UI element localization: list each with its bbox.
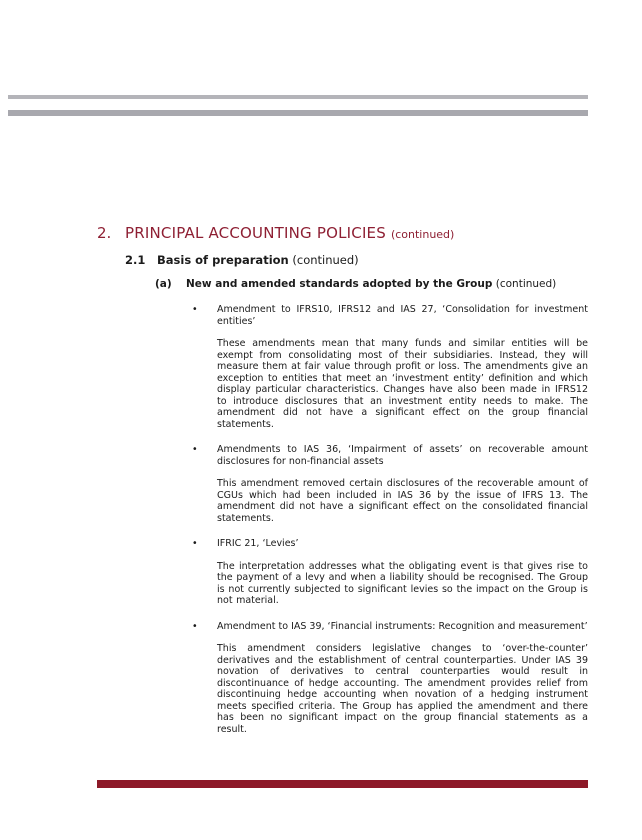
list-item [192, 538, 588, 621]
standard-title: Amendments to IAS 36, ‘Impairment of assets’ on recoverable amount disclosures for non-financial assets [217, 444, 588, 467]
bullet-icon: • [192, 538, 198, 549]
standard-title: IFRIC 21, ‘Levies’ [217, 538, 299, 549]
top-divider-thick [8, 110, 588, 116]
standard-body: This amendment removed certain disclosures of the recoverable amount of CGUs which had been included in IAS 36 by the issue of IFRS 13. The amendment did not have a significant effect on the consolidated financial statements. [217, 478, 588, 524]
bullet-icon: • [192, 620, 198, 632]
standard-body: This amendment considers legislative changes to ‘over-the-counter’ derivatives and the establishment of central counterparties. Under IAS 39 novation of derivatives to central counterparties would result in discontinuance of hedge accounting. The amendment provides relief from discontinuing hedge accounting when novation of a hedging instrument meets specified criteria. The Group has applied the amendment and there has been no significant impact on the group financial statements as a result. [217, 643, 588, 735]
section-number: 2. [97, 224, 112, 242]
list-item [192, 621, 588, 736]
section-heading [97, 224, 588, 244]
standard-title: Amendment to IAS 39, ‘Financial instruments: Recognition and measurement’ [217, 620, 588, 632]
subsection-heading [97, 253, 588, 267]
clause-title [186, 278, 556, 291]
section-title [125, 224, 454, 244]
list-item-content [217, 621, 588, 736]
clause-heading [97, 278, 588, 291]
bullet-icon: • [192, 444, 198, 455]
page-content [97, 224, 588, 735]
footer-accent-bar [97, 780, 588, 788]
list-item-content [217, 444, 588, 538]
standard-body: The interpretation addresses what the obligating event is that gives rise to the payment of a levy and when a liability should be recognised. The Group is not currently subjected to significant levies so the impact on the Group is not material. [217, 560, 588, 606]
standard-title: Amendment to IFRS10, IFRS12 and IAS 27, ‘Consolidation for investment entities’ [217, 304, 588, 327]
standards-list [97, 304, 588, 735]
list-item [192, 304, 588, 444]
list-item-content [217, 304, 588, 444]
subsection-title [157, 253, 359, 267]
standard-body: These amendments mean that many funds and similar entities will be exempt from consolidating most of their subsidiaries. Instead, they will measure them at fair value through profit or loss. The amendments give an exception to entities that meet an ‘investment entity’ definition and which display particular characteristics. Changes have also been made in IFRS12 to introduce disclosures that an investment entity needs to make. The amendment did not have a significant effect on the group financial statements. [217, 338, 588, 430]
subsection-continued-label: (continued) [292, 253, 359, 267]
clause-title-text: New and amended standards adopted by the Group [186, 278, 493, 290]
clause-continued-label: (continued) [495, 278, 557, 290]
clause-label: (a) [155, 278, 172, 290]
subsection-title-text: Basis of preparation [157, 253, 289, 267]
subsection-number: 2.1 [125, 253, 146, 267]
list-item [192, 444, 588, 538]
section-title-text: PRINCIPAL ACCOUNTING POLICIES [125, 224, 386, 242]
top-divider-thin [8, 95, 588, 99]
bullet-icon: • [192, 304, 198, 315]
list-item-content [217, 538, 588, 621]
section-continued-label: (continued) [390, 228, 455, 241]
